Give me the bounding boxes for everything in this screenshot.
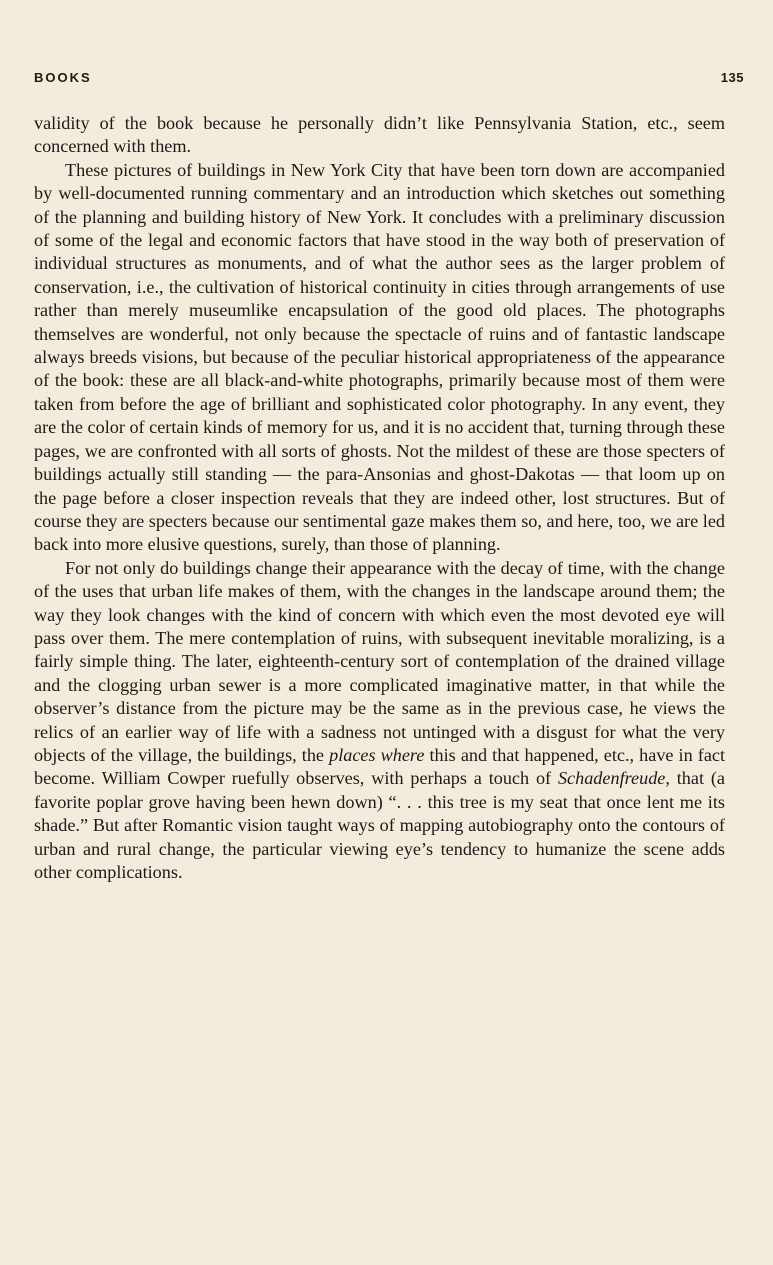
- paragraph-2: These pictures of buildings in New York City that have been torn down are accompanied by well-documented running commentary and an introduction which sketches out something of the planning and building history of New York. It concludes with a preliminary discussion of some of the legal and economic factors that have stood in the way both of preservation of individual structures as monuments, and of what the author sees as the larger problem of conservation, i.e., the cultivation of historical continuity in cities through arrangements of use rather than merely museumlike encapsulation of the good old places. The photographs themselves are wonderful, not only because the spectacle of ruins and of fantastic landscape always breeds visions, but because of the peculiar historical appropriateness of the appearance of the book: these are all black-and-white photographs, primarily because most of them were taken from before the age of brilliant and sophisticated color photography. In any event, they are the color of certain kinds of memory for us, and it is no accident that, turning through these pages, we are confronted with all sorts of ghosts. Not the mildest of these are those specters of buildings actually still standing — the para-Ansonias and ghost-Dakotas — that loom up on the page before a closer inspection reveals that they are indeed other, lost structures. But of course they are specters because our sentimental gaze makes them so, and here, too, we are led back into more elusive questions, surely, than those of planning.: [34, 159, 725, 555]
- paragraph-3: [34, 557, 725, 885]
- italic-schadenfreude: Schadenfreude,: [557, 768, 670, 789]
- paragraph-continued: validity of the book because he personally didn’t like Pennsylvania Station, etc., seem concerned with them.: [34, 113, 725, 157]
- page-number: 135: [720, 70, 744, 85]
- paragraph-3-text-b: this and that happened, etc., have in fact become. William Cowper ruefully observes, with perhaps a touch of: [34, 744, 726, 789]
- italic-places-where: places where: [329, 744, 425, 765]
- body-text: [34, 112, 725, 884]
- running-title: BOOKS: [34, 70, 92, 85]
- paragraph-3-text-c: that (a favorite poplar grove having been hewn down) “. . . this tree is my seat that once lent me its shade.” But after Romantic vision taught ways of mapping autobiography onto the contours of urban and rural change, the particular viewing eye’s tendency to humanize the scene adds other complications.: [34, 768, 725, 882]
- running-head: [34, 70, 744, 85]
- paragraph-3-text-a: For not only do buildings change their appearance with the decay of time, with the change of the uses that urban life makes of them, with the changes in the landscape around them; the way they look changes with the kind of concern with which even the most devoted eye will pass over them. The mere contemplation of ruins, with subsequent inevitable moralizing, is a fairly simple thing. The later, eighteenth-century sort of contemplation of the drained village and the clogging urban sewer is a more complicated imaginative matter, in that while the observer’s distance from the picture may be the same as in the previous case, he views the relics of an earlier way of life with a sadness not untinged with a disgust for what the very objects of the village, the buildings, the: [34, 557, 725, 765]
